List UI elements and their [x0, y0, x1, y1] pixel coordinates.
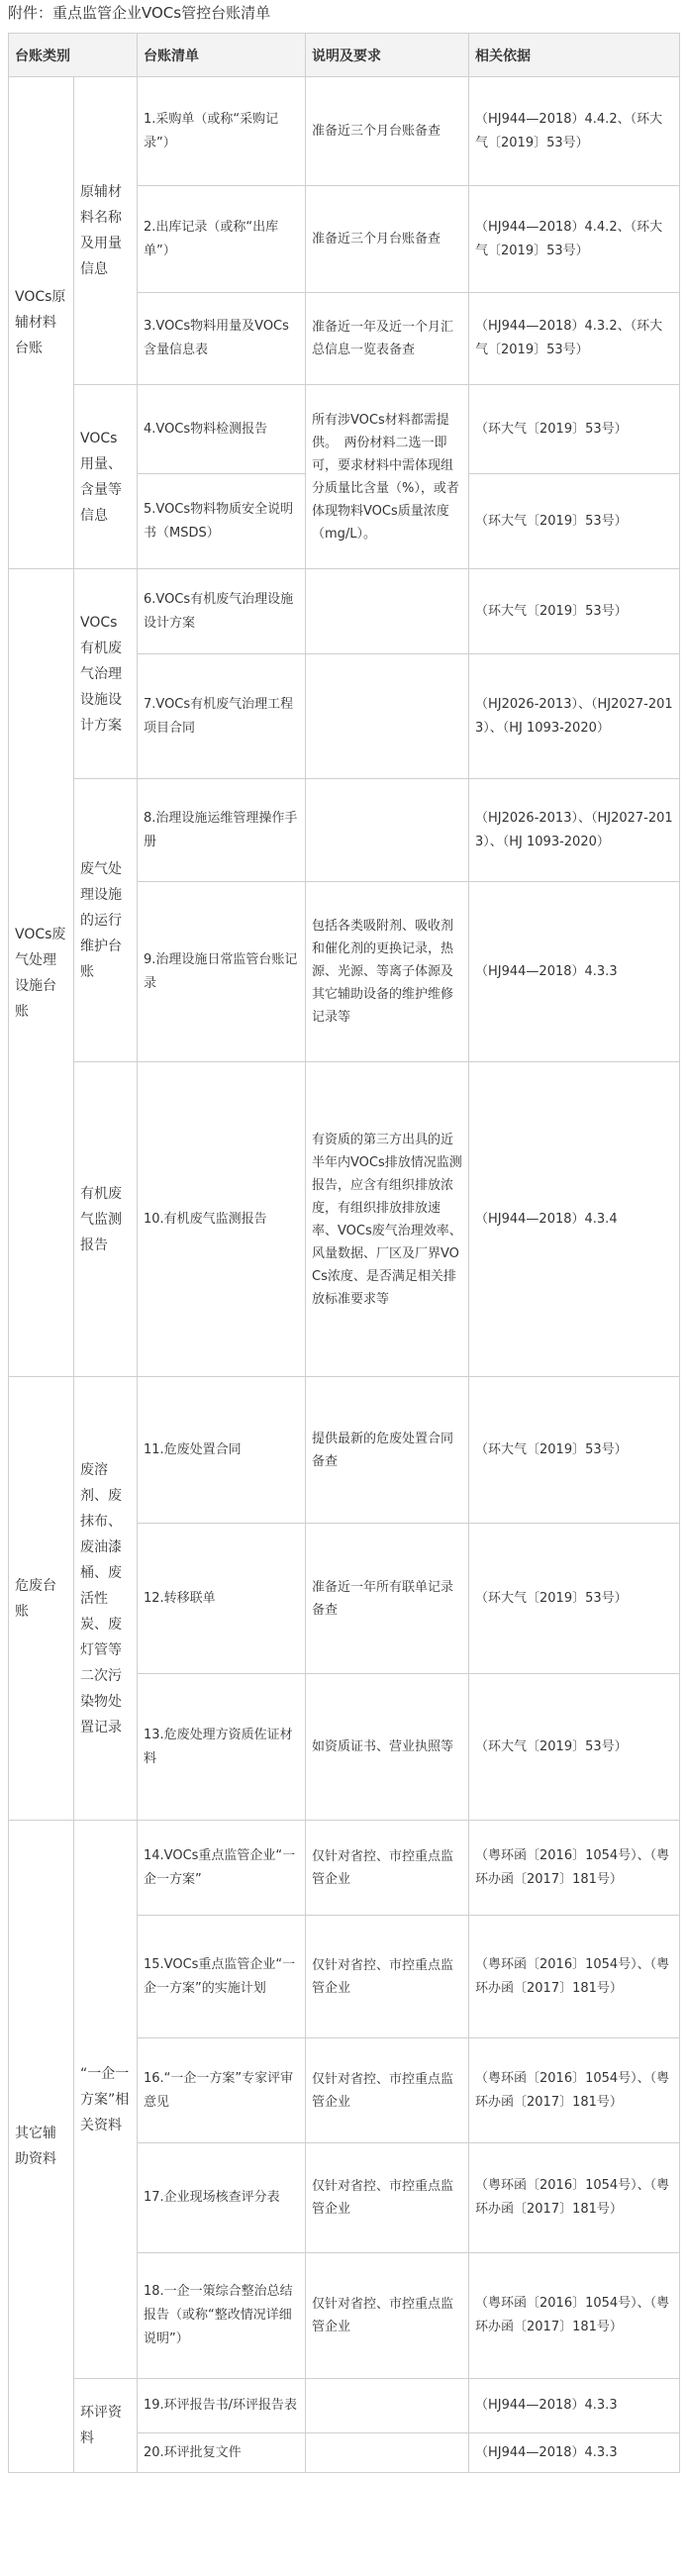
requirement-cell [306, 569, 469, 654]
item-cell: 2.出库记录（或称“出库单”） [138, 186, 306, 293]
item-cell: 17.企业现场核查评分表 [138, 2143, 306, 2253]
table-row [9, 2379, 680, 2433]
item-cell: 6.VOCs有机废气治理设施设计方案 [138, 569, 306, 654]
item-cell: 10.有机废气监测报告 [138, 1062, 306, 1377]
item-cell: 15.VOCs重点监管企业“一企一方案”的实施计划 [138, 1916, 306, 2038]
item-cell: 16.“一企一方案”专家评审意见 [138, 2038, 306, 2143]
basis-cell: （环大气〔2019〕53号） [469, 1674, 680, 1821]
table-row [9, 385, 680, 474]
basis-cell: （HJ944—2018）4.3.3 [469, 2433, 680, 2473]
requirement-cell: 准备近一年所有联单记录备查 [306, 1524, 469, 1674]
requirement-cell: 仅针对省控、市控重点监管企业 [306, 1821, 469, 1916]
requirement-cell: 仅针对省控、市控重点监管企业 [306, 2253, 469, 2379]
item-cell: 13.危废处理方资质佐证材料 [138, 1674, 306, 1821]
basis-cell: （环大气〔2019〕53号） [469, 1524, 680, 1674]
table-row [9, 1062, 680, 1377]
item-cell: 20.环评批复文件 [138, 2433, 306, 2473]
requirement-cell: 准备近三个月台账备查 [306, 77, 469, 186]
item-cell: 3.VOCs物料用量及VOCs含量信息表 [138, 293, 306, 385]
basis-cell: （环大气〔2019〕53号） [469, 385, 680, 474]
item-cell: 8.治理设施运维管理操作手册 [138, 779, 306, 882]
basis-cell: （环大气〔2019〕53号） [469, 569, 680, 654]
basis-cell: （粤环函〔2016〕1054号）、（粤环办函〔2017〕181号） [469, 2253, 680, 2379]
item-cell: 14.VOCs重点监管企业“一企一方案” [138, 1821, 306, 1916]
requirement-cell [306, 654, 469, 779]
basis-cell: （HJ944—2018）4.3.4 [469, 1062, 680, 1377]
table-row [9, 1821, 680, 1916]
table-row [9, 779, 680, 882]
basis-cell: （HJ944—2018）4.3.3 [469, 882, 680, 1062]
item-cell: 18.一企一策综合整治总结报告（或称“整改情况详细说明”） [138, 2253, 306, 2379]
requirement-cell [306, 2433, 469, 2473]
header-category: 台账类别 [9, 34, 138, 77]
requirement-cell: 仅针对省控、市控重点监管企业 [306, 1916, 469, 2038]
requirement-cell [306, 779, 469, 882]
subcategory-cell: VOCs有机废气治理设施设计方案 [74, 569, 138, 779]
basis-cell: （HJ2026-2013）、（HJ2027-2013）、（HJ 1093-2020） [469, 654, 680, 779]
category-cell: 其它辅助资料 [9, 1821, 74, 2473]
requirement-cell: 提供最新的危废处置合同备查 [306, 1377, 469, 1524]
header-list: 台账清单 [138, 34, 306, 77]
item-cell: 11.危废处置合同 [138, 1377, 306, 1524]
requirement-cell: 仅针对省控、市控重点监管企业 [306, 2143, 469, 2253]
requirement-cell: 有资质的第三方出具的近半年内VOCs排放情况监测报告，应含有组织排放浓度，有组织排放排放速率、VOCs废气治理效率、风量数据、厂区及厂界VOCs浓度、是否满足相关排放标准要求等 [306, 1062, 469, 1377]
requirement-cell [306, 2379, 469, 2433]
basis-cell: （HJ2026-2013）、（HJ2027-2013）、（HJ 1093-2020） [469, 779, 680, 882]
item-cell: 4.VOCs物料检测报告 [138, 385, 306, 474]
requirement-cell: 准备近一年及近一个月汇总信息一览表备查 [306, 293, 469, 385]
basis-cell: （HJ944—2018）4.4.2、（环大气〔2019〕53号） [469, 186, 680, 293]
basis-cell: （粤环函〔2016〕1054号）、（粤环办函〔2017〕181号） [469, 2038, 680, 2143]
basis-cell: （HJ944—2018）4.4.2、（环大气〔2019〕53号） [469, 77, 680, 186]
basis-cell: （HJ944—2018）4.3.2、（环大气〔2019〕53号） [469, 293, 680, 385]
basis-cell: （环大气〔2019〕53号） [469, 474, 680, 569]
basis-cell: （HJ944—2018）4.3.3 [469, 2379, 680, 2433]
ledger-table [8, 33, 680, 2473]
requirement-cell: 所有涉VOCs材料都需提供。 两份材料二选一即可，要求材料中需体现组分质量比含量（%），或者体现物料VOCs质量浓度（mg/L）。 [306, 385, 469, 569]
requirement-cell: 仅针对省控、市控重点监管企业 [306, 2038, 469, 2143]
item-cell: 1.采购单（或称“采购记录”） [138, 77, 306, 186]
table-row [9, 569, 680, 654]
subcategory-cell: “一企一方案”相关资料 [74, 1821, 138, 2379]
item-cell: 12.转移联单 [138, 1524, 306, 1674]
subcategory-cell: 废气处理设施的运行维护台账 [74, 779, 138, 1062]
table-row [9, 77, 680, 186]
basis-cell: （粤环函〔2016〕1054号）、（粤环办函〔2017〕181号） [469, 1821, 680, 1916]
item-cell: 7.VOCs有机废气治理工程项目合同 [138, 654, 306, 779]
category-cell: 危废台账 [9, 1377, 74, 1821]
item-cell: 19.环评报告书/环评报告表 [138, 2379, 306, 2433]
requirement-cell: 如资质证书、营业执照等 [306, 1674, 469, 1821]
basis-cell: （粤环函〔2016〕1054号）、（粤环办函〔2017〕181号） [469, 1916, 680, 2038]
header-row [9, 34, 680, 77]
document-caption: 附件：重点监管企业VOCs管控台账清单 [8, 4, 271, 22]
requirement-cell: 包括各类吸附剂、吸收剂和催化剂的更换记录，热源、光源、等离子体源及其它辅助设备的维护维修记录等 [306, 882, 469, 1062]
subcategory-cell: 废溶剂、废抹布、废油漆桶、废活性炭、废灯管等二次污染物处置记录 [74, 1377, 138, 1821]
requirement-cell: 准备近三个月台账备查 [306, 186, 469, 293]
category-cell: VOCs原辅材料台账 [9, 77, 74, 569]
basis-cell: （粤环函〔2016〕1054号）、（粤环办函〔2017〕181号） [469, 2143, 680, 2253]
subcategory-cell: 有机废气监测报告 [74, 1062, 138, 1377]
header-requirements: 说明及要求 [306, 34, 469, 77]
category-cell: VOCs废气处理设施台账 [9, 569, 74, 1377]
item-cell: 5.VOCs物料物质安全说明书（MSDS） [138, 474, 306, 569]
table-row [9, 1377, 680, 1524]
subcategory-cell: 原辅材料名称及用量信息 [74, 77, 138, 385]
subcategory-cell: 环评资料 [74, 2379, 138, 2473]
header-basis: 相关依据 [469, 34, 680, 77]
basis-cell: （环大气〔2019〕53号） [469, 1377, 680, 1524]
item-cell: 9.治理设施日常监管台账记录 [138, 882, 306, 1062]
subcategory-cell: VOCs用量、含量等信息 [74, 385, 138, 569]
